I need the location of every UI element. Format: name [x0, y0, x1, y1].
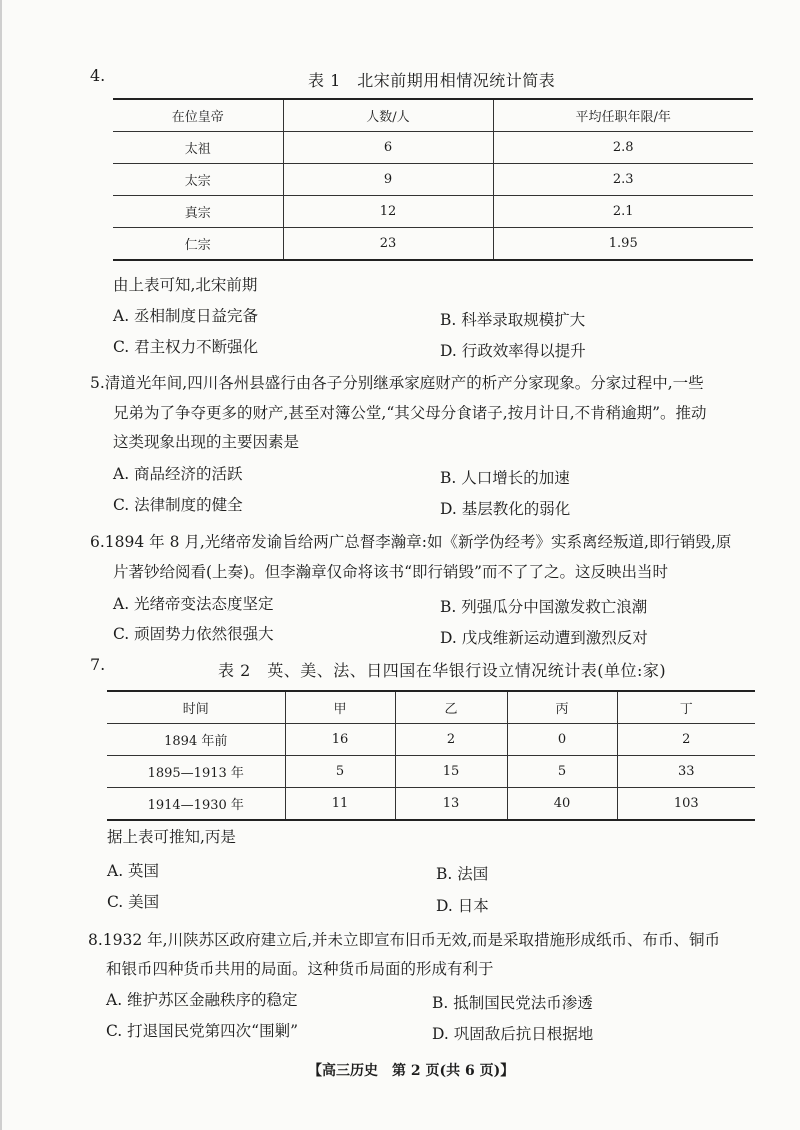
table-row: [113, 228, 753, 261]
q5-stem-line1: 5.清道光年间,四川各州县盛行由各子分别继承家庭财产的析产分家现象。分家过程中,一些: [90, 374, 704, 392]
q4-cell: 23: [283, 228, 493, 261]
q4-header-count: 人数/人: [283, 99, 493, 132]
q7-stem: 据上表可推知,丙是: [107, 828, 236, 846]
q7-header-bing: 丙: [507, 691, 617, 724]
q7-cell: 5: [285, 756, 395, 788]
q8-option-d[interactable]: D. 巩固敌后抗日根据地: [432, 1025, 594, 1043]
q8-option-b[interactable]: B. 抵制国民党法币渗透: [432, 994, 593, 1012]
q4-cell: 2.1: [493, 196, 753, 228]
q8-stem-line2: 和银币四种货币共用的局面。这种货币局面的形成有利于: [106, 960, 494, 978]
table-row: [113, 164, 753, 196]
q4-cell: 2.3: [493, 164, 753, 196]
q7-header-yi: 乙: [395, 691, 507, 724]
q7-cell: 33: [617, 756, 755, 788]
q6-option-d[interactable]: D. 戊戌维新运动遭到激烈反对: [440, 629, 648, 647]
q6-option-b[interactable]: B. 列强瓜分中国激发救亡浪潮: [440, 598, 648, 616]
q7-cell: 40: [507, 788, 617, 821]
q5-option-d[interactable]: D. 基层教化的弱化: [440, 500, 571, 518]
q4-option-d[interactable]: D. 行政效率得以提升: [440, 342, 586, 360]
q7-option-b[interactable]: B. 法国: [436, 865, 489, 883]
q5-stem-line2: 兄弟为了争夺更多的财产,甚至对簿公堂,“其父母分食诸子,按月计日,不肯稍逾期”。推动: [113, 404, 707, 422]
q7-header-period: 时间: [107, 691, 285, 724]
q4-cell: 9: [283, 164, 493, 196]
q4-option-c[interactable]: C. 君主权力不断强化: [113, 338, 259, 356]
q7-cell: 1914—1930 年: [107, 788, 285, 821]
q4-cell: 太祖: [113, 132, 283, 164]
q4-stem: 由上表可知,北宋前期: [113, 276, 258, 294]
q7-header-jia: 甲: [285, 691, 395, 724]
q7-cell: 11: [285, 788, 395, 821]
table-row: [107, 788, 755, 821]
q5-stem-line3: 这类现象出现的主要因素是: [113, 433, 300, 451]
q4-cell: 仁宗: [113, 228, 283, 261]
q7-cell: 15: [395, 756, 507, 788]
q8-option-a[interactable]: A. 维护苏区金融秩序的稳定: [106, 991, 298, 1009]
q4-cell: 12: [283, 196, 493, 228]
q4-option-a[interactable]: A. 丞相制度日益完备: [113, 307, 259, 325]
q4-number: 4.: [90, 66, 106, 85]
table-row: [113, 132, 753, 164]
q6-option-a[interactable]: A. 光绪帝变法态度坚定: [113, 595, 274, 613]
q7-cell: 2: [617, 724, 755, 756]
q4-cell: 2.8: [493, 132, 753, 164]
table-row: [107, 724, 755, 756]
q4-option-b[interactable]: B. 科举录取规模扩大: [440, 311, 586, 329]
q5-option-c[interactable]: C. 法律制度的健全: [113, 496, 243, 514]
q5-option-a[interactable]: A. 商品经济的活跃: [113, 465, 243, 483]
q6-stem-line1: 6.1894 年 8 月,光绪帝发谕旨给两广总督李瀚章:如《新学伪经考》实系离经叛道,即行销毁,原: [90, 533, 732, 551]
q4-cell: 6: [283, 132, 493, 164]
q6-option-c[interactable]: C. 顽固势力依然很强大: [113, 625, 274, 643]
q7-cell: 16: [285, 724, 395, 756]
q6-stem-line2: 片著钞给阅看(上奏)。但李瀚章仅命将该书“即行销毁”而不了了之。这反映出当时: [113, 563, 668, 581]
q7-cell: 1895—1913 年: [107, 756, 285, 788]
q7-option-d[interactable]: D. 日本: [436, 897, 489, 915]
q4-cell: 真宗: [113, 196, 283, 228]
q4-table: [113, 98, 753, 261]
q7-cell: 1894 年前: [107, 724, 285, 756]
q7-table-caption: 表 2 英、美、法、日四国在华银行设立情况统计表(单位:家): [218, 661, 667, 680]
q7-header-ding: 丁: [617, 691, 755, 724]
q7-option-a[interactable]: A. 英国: [107, 862, 160, 880]
scan-edge-noise: [0, 0, 2, 1130]
q4-table-caption: 表 1 北宋前期用相情况统计简表: [308, 71, 556, 90]
q7-number: 7.: [90, 655, 106, 674]
q5-option-b[interactable]: B. 人口增长的加速: [440, 469, 570, 487]
q7-cell: 5: [507, 756, 617, 788]
q7-table: [107, 690, 755, 821]
table-row: [107, 756, 755, 788]
q8-stem-line1: 8.1932 年,川陕苏区政府建立后,并未立即宣布旧币无效,而是采取措施形成纸币、布币、铜币: [88, 931, 720, 949]
q4-header-emperor: 在位皇帝: [113, 99, 283, 132]
q7-cell: 0: [507, 724, 617, 756]
q8-option-c[interactable]: C. 打退国民党第四次“围剿”: [106, 1022, 299, 1040]
q4-header-tenure: 平均任职年限/年: [493, 99, 753, 132]
q7-option-c[interactable]: C. 美国: [107, 893, 160, 911]
table-row: [113, 196, 753, 228]
q7-cell: 2: [395, 724, 507, 756]
q4-cell: 1.95: [493, 228, 753, 261]
q7-cell: 13: [395, 788, 507, 821]
q4-cell: 太宗: [113, 164, 283, 196]
page-footer: 【高三历史 第 2 页(共 6 页)】: [308, 1063, 515, 1079]
q7-cell: 103: [617, 788, 755, 821]
